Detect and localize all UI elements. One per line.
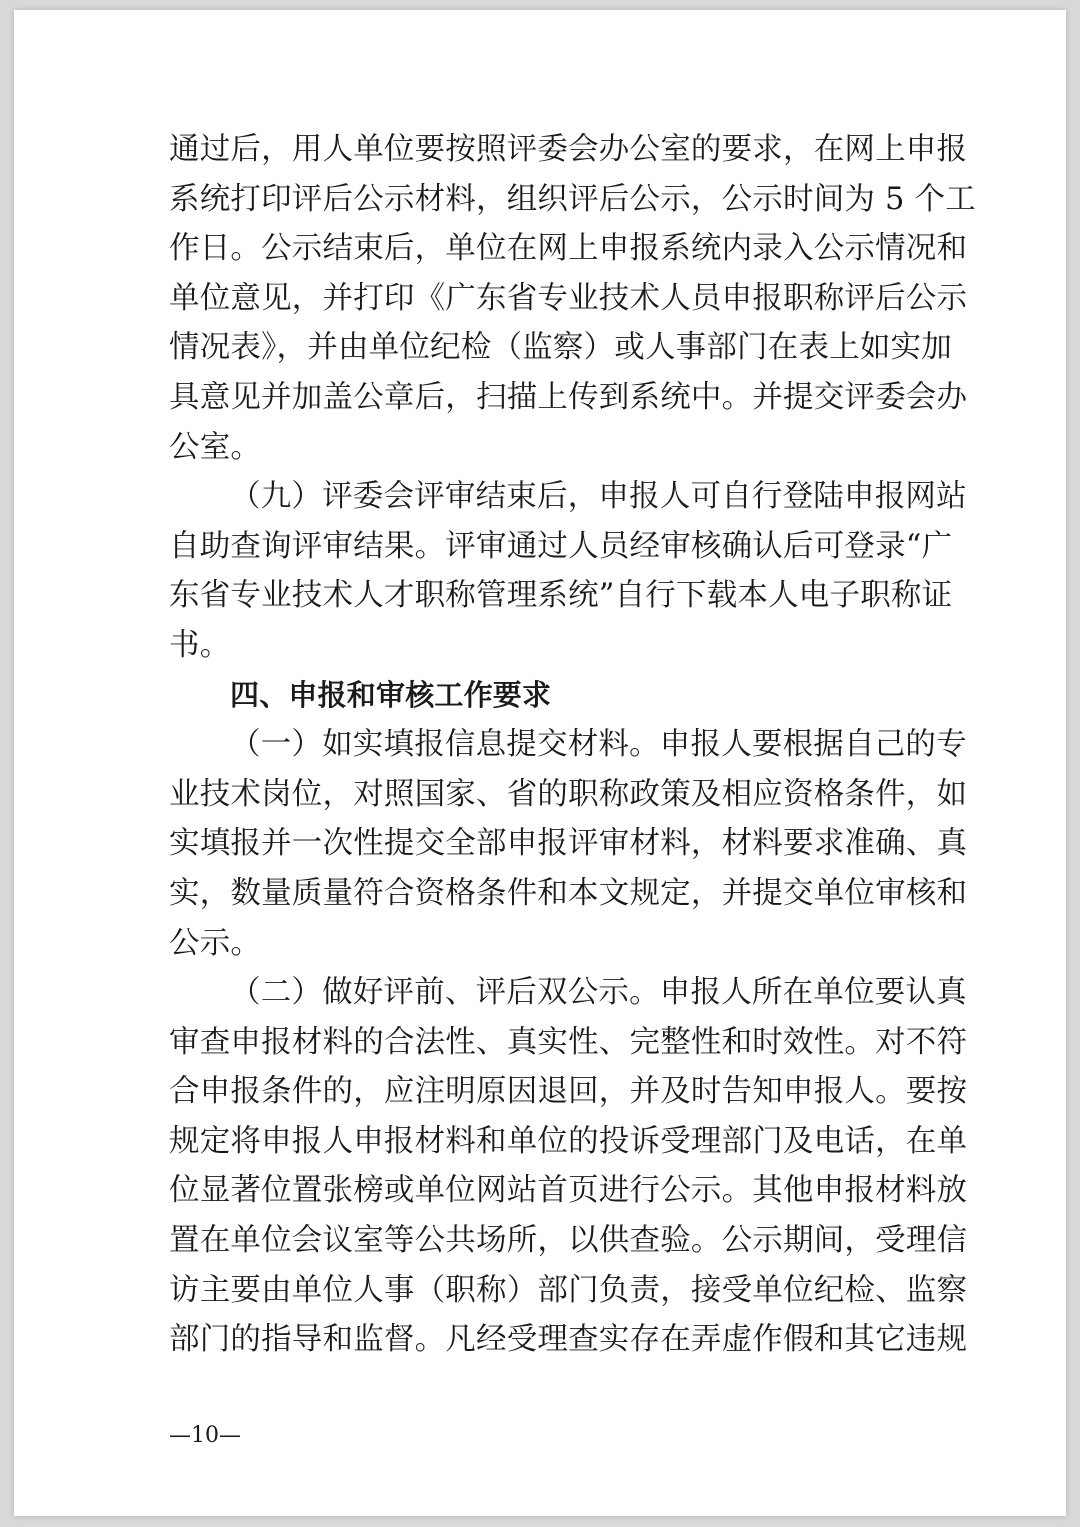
text-line: 实，数量质量符合资格条件和本文规定，并提交单位审核和 <box>169 875 968 911</box>
text-line: 作日。公示结束后，单位在网上申报系统内录入公示情况和 <box>169 231 968 267</box>
text-line: 自助查询评审结果。评审通过人员经审核确认后可登录“广 <box>169 528 953 564</box>
document-page <box>14 10 1066 1516</box>
text-line: 访主要由单位人事（职称）部门负责，接受单位纪检、监察 <box>169 1272 968 1308</box>
text-line: 置在单位会议室等公共场所，以供查验。公示期间，受理信 <box>169 1223 968 1259</box>
page-number: —10— <box>169 1423 241 1448</box>
paragraph-start-line: （一）如实填报信息提交材料。申报人要根据自己的专 <box>230 727 967 763</box>
text-line: 审查申报材料的合法性、真实性、完整性和时效性。对不符 <box>169 1024 968 1060</box>
text-line: 实填报并一次性提交全部申报评审材料，材料要求准确、真 <box>169 826 968 862</box>
text-line: 单位意见，并打印《广东省专业技术人员申报职称评后公示 <box>169 280 968 316</box>
document-body <box>169 125 976 1365</box>
paragraph-start-line: （九）评委会评审结束后，申报人可自行登陆申报网站 <box>230 479 967 515</box>
text-line: 合申报条件的，应注明原因退回，并及时告知申报人。要按 <box>169 1074 968 1110</box>
text-line: 部门的指导和监督。凡经受理查实存在弄虚作假和其它违规 <box>169 1322 968 1358</box>
text-line: 公室。 <box>169 429 262 465</box>
section-heading: 四、申报和审核工作要求 <box>230 677 552 712</box>
text-line: 规定将申报人申报材料和单位的投诉受理部门及电话，在单 <box>169 1123 968 1159</box>
text-line: 情况表》，并由单位纪检（监察）或人事部门在表上如实加 <box>169 330 952 366</box>
text-line: 业技术岗位，对照国家、省的职称政策及相应资格条件，如 <box>169 776 968 812</box>
text-line: 具意见并加盖公章后，扫描上传到系统中。并提交评委会办 <box>169 379 968 415</box>
text-line: 通过后，用人单位要按照评委会办公室的要求，在网上申报 <box>169 132 968 167</box>
text-line: 东省专业技术人才职称管理系统”自行下载本人电子职称证 <box>169 578 953 614</box>
text-line: 系统打印评后公示材料，组织评后公示，公示时间为 5 个工 <box>169 181 976 217</box>
paragraph-start-line: （二）做好评前、评后双公示。申报人所在单位要认真 <box>230 975 967 1011</box>
text-line: 位显著位置张榜或单位网站首页进行公示。其他申报材料放 <box>169 1173 968 1209</box>
text-line: 公示。 <box>169 925 262 961</box>
text-line: 书。 <box>169 627 231 663</box>
